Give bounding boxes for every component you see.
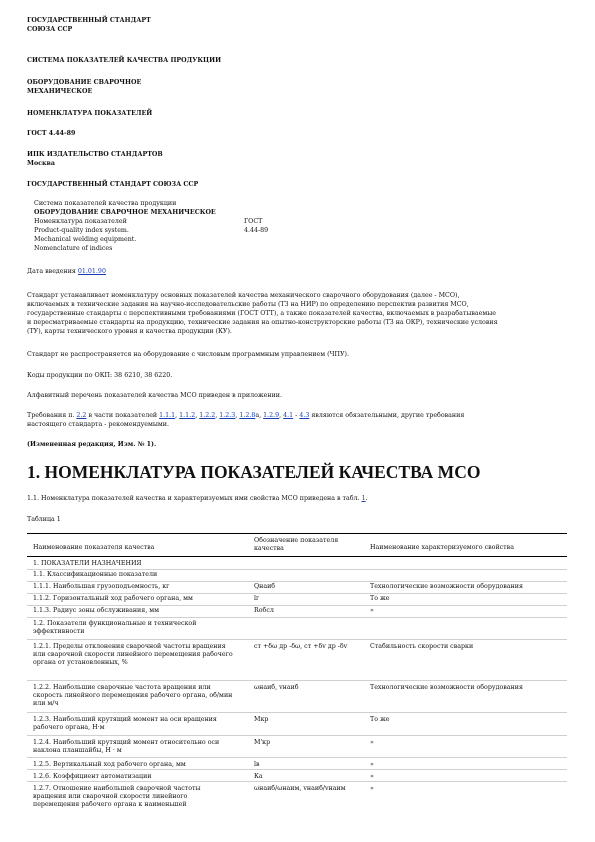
requirements-text: в части показателей [86, 412, 160, 419]
header-system: СИСТЕМА ПОКАЗАТЕЛЕЙ КАЧЕСТВА ПРОДУКЦИИ [27, 57, 222, 64]
table-header-rule [27, 556, 567, 557]
cnc-exclusion-paragraph: Стандарт не распространяется на оборудование с числовым программным управлением (ЧПУ). [27, 351, 349, 358]
header-equip-line1: ОБОРУДОВАНИЕ СВАРОЧНОЕ [27, 79, 142, 86]
link-1-2-9[interactable]: 1.2.9 [263, 412, 280, 419]
table-cell-property: Стабильность скорости сварки [370, 643, 474, 650]
table-row-divider [27, 781, 567, 782]
table-row-divider [27, 735, 567, 736]
table-row-divider [27, 593, 567, 594]
table-cell-name: 1.2. Показатели функциональные и технической эффективности [33, 620, 197, 635]
title-block-l2: ОБОРУДОВАНИЕ СВАРОЧНОЕ МЕХАНИЧЕСКОЕ [34, 209, 216, 216]
table-row-divider [27, 617, 567, 618]
header-std-line2: СОЮЗА ССР [27, 26, 73, 33]
section-1-paragraph: 1.1. Номенклатура показателей качества и характеризуемых ими свойства МСО приведена в табл. 1. [27, 495, 368, 502]
header-std-full: ГОСУДАРСТВЕННЫЙ СТАНДАРТ СОЮЗА ССР [27, 181, 199, 188]
link-1-2-8[interactable]: 1.2.8 [239, 412, 256, 419]
header-std-line1: ГОСУДАРСТВЕННЫЙ СТАНДАРТ [27, 17, 151, 24]
table-cell-name: 1.2.5. Вертикальный ход рабочего органа, мм [33, 761, 186, 768]
link-4-3[interactable]: 4.3 [299, 412, 310, 419]
header-equip-line2: МЕХАНИЧЕСКОЕ [27, 88, 93, 95]
link-1-2-2[interactable]: 1.2.2 [199, 412, 216, 419]
title-block-l5: Mechanical welding equipment. [34, 236, 137, 243]
table-cell-name: 1.2.7. Отношение наибольшей сварочной частоты вращения или сварочной скорости линейного перемещения рабочего органа к наименьшей [33, 785, 201, 808]
appendix-paragraph: Алфавитный перечень показателей качества МСО приведен в приложении. [27, 392, 282, 399]
table-cell-property: То же [370, 716, 390, 723]
scope-paragraph-line2: включаемых в технические задания на научно-исследовательские работы (ТЗ на НИР) по определению перспектив развития МСО, [27, 301, 469, 308]
okp-codes-paragraph: Коды продукции по ОКП: 38 6210, 38 6220. [27, 372, 173, 379]
requirements-paragraph-line1: Требования п. 2.2 в части показателей 1.1.1, 1.1.2, 1.2.2, 1.2.3, 1.2.8а, 1.2.9, 4.1 - 4.3 являются обязательными, другие требования [27, 412, 465, 419]
table-header-name: Наименование показателя качества [33, 544, 155, 551]
section-1-heading: 1. НОМЕНКЛАТУРА ПОКАЗАТЕЛЕЙ КАЧЕСТВА МСО [27, 462, 481, 482]
table-cell-symbol: ωнаиб/ωнаим, vнаиб/vнаим [254, 785, 346, 792]
table-cell-name: 1.2.2. Наибольшие сварочные частота вращения или скорость линейного перемещения рабочего органа, об/мин или м/ч [33, 684, 233, 707]
table-cell-name: 1.1.3. Радиус зоны обслуживания, мм [33, 607, 160, 614]
link-1-1-1[interactable]: 1.1.1 [159, 412, 176, 419]
section-1-paragraph-text: 1.1. Номенклатура показателей качества и характеризуемых ими свойства МСО приведена в табл. [27, 495, 362, 502]
scope-paragraph-line4: и пересматриваемые стандарты на продукцию, технические задания на опытно-конструкторские работы (ТЗ на ОКР), технические условия [27, 319, 498, 326]
title-block-gost-number: 4.44-89 [244, 227, 269, 234]
table-cell-name: 1.2.4. Наибольший крутящий момент относительно оси наклона планшайбы, Н · м [33, 739, 220, 754]
table-cell-symbol: lв [254, 761, 260, 768]
table-cell-symbol: lг [254, 595, 260, 602]
table-label: Таблица 1 [27, 516, 61, 523]
table-header-property: Наименование характеризуемого свойства [370, 544, 514, 551]
table-row-divider [27, 680, 567, 681]
scope-paragraph-line5: (ТУ), карты технического уровня и качества продукции (КУ). [27, 328, 232, 335]
amendment-note: (Измененная редакция, Изм. № 1). [27, 441, 157, 448]
table-cell-property: » [370, 761, 374, 768]
table-cell-name: 1.1. Классификационные показатели [33, 571, 158, 578]
table-row-divider [27, 757, 567, 758]
title-block-l1: Система показателей качества продукции [34, 200, 177, 207]
title-block-l4: Product-quality index system. [34, 227, 129, 234]
table-row-divider [27, 639, 567, 640]
scope-paragraph-line3: государственные стандарты с перспективными требованиями (ГОСТ ОТТ), а также показателей качества, включаемых в разрабатываемые [27, 310, 496, 317]
table-cell-name: 1.2.1. Пределы отклонения сварочной частоты вращения или сварочной скорости линейного перемещения рабочего органа от установленных, % [33, 643, 233, 666]
link-2-2[interactable]: 2.2 [76, 412, 87, 419]
table-cell-symbol: Ка [254, 773, 263, 780]
table-cell-name: 1.1.2. Горизонтальный ход рабочего органа, мм [33, 595, 193, 602]
title-block-l3: Номенклатура показателей [34, 218, 127, 225]
header-nomenclature: НОМЕНКЛАТУРА ПОКАЗАТЕЛЕЙ [27, 110, 153, 117]
table-cell-symbol: Rобсл [254, 607, 274, 614]
table-header-symbol: Обозначение показателя качества [254, 537, 339, 552]
table-cell-name: 1.2.6. Коэффициент автоматизации [33, 773, 152, 780]
introduction-date [27, 268, 106, 276]
link-1-2-3[interactable]: 1.2.3 [219, 412, 236, 419]
header-city: Москва [27, 160, 56, 167]
table-cell-property: » [370, 739, 374, 746]
table-cell-property: » [370, 607, 374, 614]
title-block-l6: Nomenclature of indices [34, 245, 113, 252]
introduction-date-link[interactable]: 01.01.90 [77, 268, 106, 275]
table-top-rule [27, 533, 567, 534]
link-table-1[interactable]: 1 [361, 495, 366, 502]
requirements-text: а, [255, 412, 264, 419]
link-4-1[interactable]: 4.1 [283, 412, 294, 419]
table-row-divider [27, 712, 567, 713]
header-publisher: ИПК ИЗДАТЕЛЬСТВО СТАНДАРТОВ [27, 151, 163, 158]
introduction-date-label: Дата введения [27, 268, 78, 275]
table-cell-symbol: Мкр [254, 716, 269, 723]
requirements-paragraph-line2: настоящего стандарта - рекомендуемыми. [27, 421, 170, 428]
table-cell-symbol: М'кр [254, 739, 271, 746]
table-cell-property: Технологические возможности оборудования [370, 583, 523, 590]
table-cell-property: Технологические возможности оборудования [370, 684, 523, 691]
table-cell-property: То же [370, 595, 390, 602]
table-row-divider [27, 605, 567, 606]
requirements-text: Требования п. [27, 412, 77, 419]
header-gost: ГОСТ 4.44-89 [27, 130, 76, 137]
scope-paragraph-line1: Стандарт устанавливает номенклатуру основных показателей качества механического сварочного оборудования (далее - МСО), [27, 292, 460, 299]
table-cell-property: » [370, 773, 374, 780]
table-cell-symbol: ωнаиб, vнаиб [254, 684, 299, 691]
table-cell-symbol: Qнаиб [254, 583, 276, 590]
table-cell-name: 1. ПОКАЗАТЕЛИ НАЗНАЧЕНИЯ [33, 560, 142, 567]
table-row-divider [27, 569, 567, 570]
table-cell-symbol: ст +δω др -δω, ст +δv др -δv [254, 643, 348, 650]
link-1-1-2[interactable]: 1.1.2 [179, 412, 196, 419]
table-cell-name: 1.1.1. Наибольшая грузоподъемность, кг [33, 583, 170, 590]
table-cell-name: 1.2.3. Наибольший крутящий момент на оси вращения рабочего органа, Н·м [33, 716, 217, 731]
requirements-text: являются обязательными, другие требования [309, 412, 465, 419]
table-row-divider [27, 581, 567, 582]
table-cell-property: » [370, 785, 374, 792]
table-row-divider [27, 769, 567, 770]
title-block-gost-label: ГОСТ [244, 218, 263, 225]
